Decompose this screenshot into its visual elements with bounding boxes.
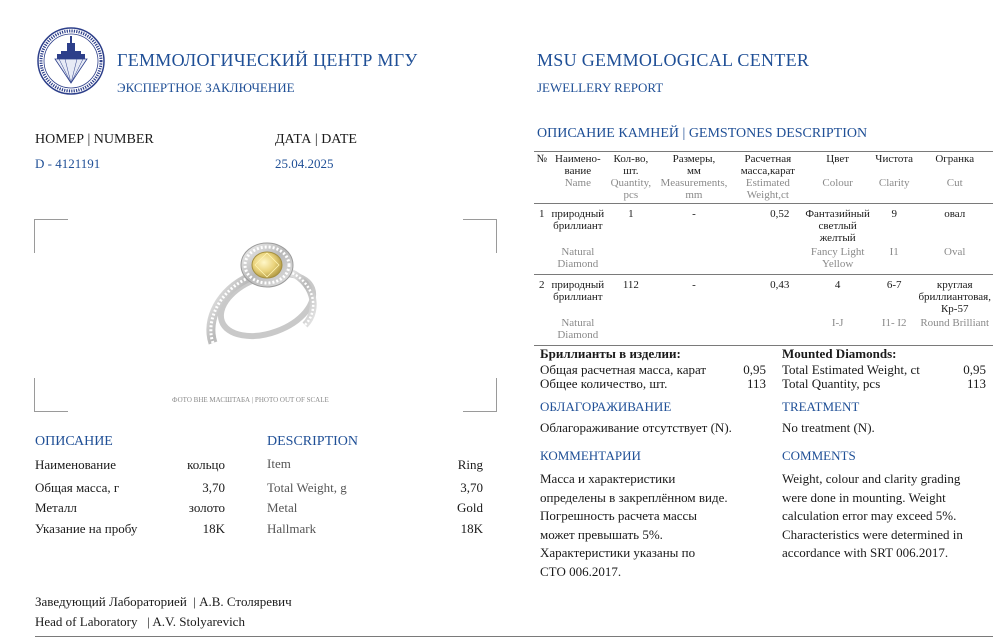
table-header-cell: Quantity, pcs	[606, 177, 655, 204]
table-header-cell: Clarity	[872, 177, 917, 204]
desc-label-ru: Общая масса, г	[35, 480, 120, 495]
table-cell: -	[692, 279, 696, 291]
table-header-cell: Расчетная масса,карат	[732, 152, 803, 178]
mounted-qty-label-ru: Общее количество, шт.	[540, 376, 668, 391]
table-cell: I-J	[803, 315, 872, 346]
table-header-row-en	[534, 177, 993, 204]
treatment-text-ru: Облагораживание отсутствует (N).	[540, 420, 732, 435]
header-title-en: MSU GEMMOLOGICAL CENTER	[537, 50, 810, 70]
desc-value-en: 18K	[460, 521, 483, 536]
mounted-weight-label-ru: Общая расчетная масса, карат	[540, 362, 707, 377]
table-cell: -	[692, 208, 696, 220]
photo-frame-corner	[34, 378, 68, 412]
table-cell: овал	[944, 208, 966, 220]
comments-line: Weight, colour and clarity grading	[782, 471, 961, 486]
comments-heading-en: COMMENTS	[782, 448, 856, 463]
mounted-heading-ru: Бриллианты в изделии:	[540, 346, 681, 361]
ring-photo	[195, 225, 330, 360]
photo-frame-corner	[463, 378, 497, 412]
desc-value-en: 3,70	[460, 480, 483, 495]
table-header-cell: Cut	[916, 177, 993, 204]
desc-value-en: Ring	[457, 457, 483, 472]
comments-line: were done in mounting. Weight	[782, 489, 946, 505]
header-subtitle-ru: ЭКСПЕРТНОЕ ЗАКЛЮЧЕНИЕ	[117, 80, 295, 95]
table-cell: 6-7	[886, 279, 902, 291]
gemstones-table	[534, 151, 993, 346]
desc-label-ru: Наименование	[35, 457, 116, 472]
table-row	[534, 204, 993, 245]
report-date-value: 25.04.2025	[275, 156, 334, 171]
desc-value-ru: золото	[188, 500, 225, 515]
comments-line: Погрешность расчета массы	[540, 508, 698, 523]
table-header-cell: Colour	[803, 177, 872, 204]
mounted-weight-value-ru: 0,95	[743, 362, 766, 377]
desc-value-ru: 18K	[202, 521, 225, 536]
mounted-qty-value-en: 113	[966, 376, 986, 391]
table-cell: круглая бриллиантовая, Кр-57	[918, 279, 991, 315]
footer-signature-ru: Заведующий Лабораторией | А.В. Столяревич	[35, 594, 292, 609]
table-cell	[732, 244, 803, 275]
report-number-label: НОМЕР | NUMBER	[35, 132, 154, 147]
table-cell	[656, 244, 733, 275]
table-cell: I1	[872, 244, 917, 275]
table-cell: 9	[891, 208, 897, 220]
table-cell: 2	[538, 279, 545, 291]
treatment-text-en: No treatment (N).	[782, 420, 875, 435]
table-cell: 1	[628, 208, 634, 220]
table-header-cell: №	[534, 152, 549, 178]
comments-line: может превышать 5%.	[540, 526, 663, 542]
table-header-row-ru	[534, 152, 993, 178]
header-subtitle-en: JEWELLERY REPORT	[537, 80, 664, 95]
table-cell: 4	[834, 279, 841, 291]
mounted-weight-label-en: Total Estimated Weight, ct	[782, 362, 920, 377]
table-cell	[534, 315, 549, 346]
mounted-weight-value-en: 0,95	[963, 362, 986, 377]
table-header-cell: Кол-во, шт.	[606, 152, 655, 178]
table-cell	[534, 244, 549, 275]
table-cell: Natural Diamond	[549, 315, 606, 346]
table-cell	[656, 315, 733, 346]
footer-divider	[35, 636, 993, 637]
table-cell: природный бриллиант	[551, 279, 605, 303]
table-header-cell: Чистота	[872, 152, 917, 178]
description-heading-en: DESCRIPTION	[267, 434, 359, 449]
desc-label-ru: Металл	[35, 500, 77, 515]
photo-frame-corner	[34, 219, 68, 253]
table-header-cell: Наимено- вание	[549, 152, 606, 178]
table-cell: 112	[622, 279, 639, 291]
table-cell: природный бриллиант	[551, 208, 605, 232]
mounted-heading-en: Mounted Diamonds:	[782, 346, 897, 361]
table-cell	[732, 315, 803, 346]
table-cell: Фантазийный светлый желтый	[805, 208, 870, 244]
table-header-cell: Цвет	[803, 152, 872, 178]
table-cell: 0,43	[770, 279, 790, 291]
table-cell: I1- I2	[872, 315, 917, 346]
table-header-cell: Name	[549, 177, 606, 204]
table-cell: 0,52	[770, 208, 790, 220]
comments-line: СТО 006.2017.	[540, 563, 622, 579]
desc-label-en: Hallmark	[267, 521, 317, 536]
desc-label-en: Item	[267, 456, 291, 471]
table-cell: Fancy Light Yellow	[803, 244, 872, 275]
table-header-cell: Огранка	[916, 152, 993, 178]
description-heading-ru: ОПИСАНИЕ	[35, 434, 113, 449]
desc-label-en: Metal	[267, 500, 298, 515]
photo-frame-corner	[463, 219, 497, 253]
table-cell: Natural Diamond	[549, 244, 606, 275]
table-header-cell: Estimated Weight,ct	[732, 177, 803, 204]
table-cell	[606, 244, 655, 275]
desc-label-ru: Указание на пробу	[35, 521, 138, 536]
comments-text-en	[782, 470, 963, 563]
table-header-cell: Measurements, mm	[656, 177, 733, 204]
table-row	[534, 244, 993, 275]
comments-line: определены в закреплённом виде.	[540, 489, 728, 505]
table-header-cell	[534, 177, 549, 204]
gemstones-heading: ОПИСАНИЕ КАМНЕЙ | GEMSTONES DESCRIPTION	[537, 126, 868, 141]
table-header-cell: Размеры, мм	[656, 152, 733, 178]
footer-signature-en: Head of Laboratory | A.V. Stolyarevich	[35, 614, 245, 629]
comments-text-ru	[540, 470, 728, 581]
treatment-heading-ru: ОБЛАГОРАЖИВАНИЕ	[540, 399, 672, 414]
report-number-value: D - 4121191	[35, 156, 101, 171]
table-row	[534, 275, 993, 316]
header-title-ru: ГЕММОЛОГИЧЕСКИЙ ЦЕНТР МГУ	[117, 50, 418, 70]
desc-value-ru: кольцо	[187, 457, 225, 472]
mounted-qty-label-en: Total Quantity, pcs	[782, 376, 881, 391]
comments-line: Characteristics were determined in	[782, 526, 963, 542]
comments-heading-ru: КОММЕНТАРИИ	[540, 448, 641, 463]
mounted-qty-value-ru: 113	[746, 376, 766, 391]
desc-label-en: Total Weight, g	[267, 480, 347, 495]
comments-line: accordance with SRT 006.2017.	[782, 545, 949, 560]
table-cell: 1	[538, 208, 545, 220]
table-cell: Oval	[916, 244, 993, 275]
photo-caption: ФОТО ВНЕ МАСШТАБА | PHOTO OUT OF SCALE	[172, 396, 329, 404]
table-cell	[606, 315, 655, 346]
desc-value-ru: 3,70	[202, 480, 225, 495]
table-cell: Round Brilliant	[916, 315, 993, 346]
desc-value-en: Gold	[457, 500, 483, 515]
comments-line: Характеристики указаны по	[540, 545, 696, 560]
report-date-label: ДАТА | DATE	[275, 132, 357, 147]
comments-line: calculation error may exceed 5%.	[782, 508, 957, 523]
table-row	[534, 315, 993, 346]
treatment-heading-en: TREATMENT	[782, 399, 860, 414]
comments-line: Масса и характеристики	[540, 471, 676, 486]
msu-logo	[37, 27, 105, 95]
